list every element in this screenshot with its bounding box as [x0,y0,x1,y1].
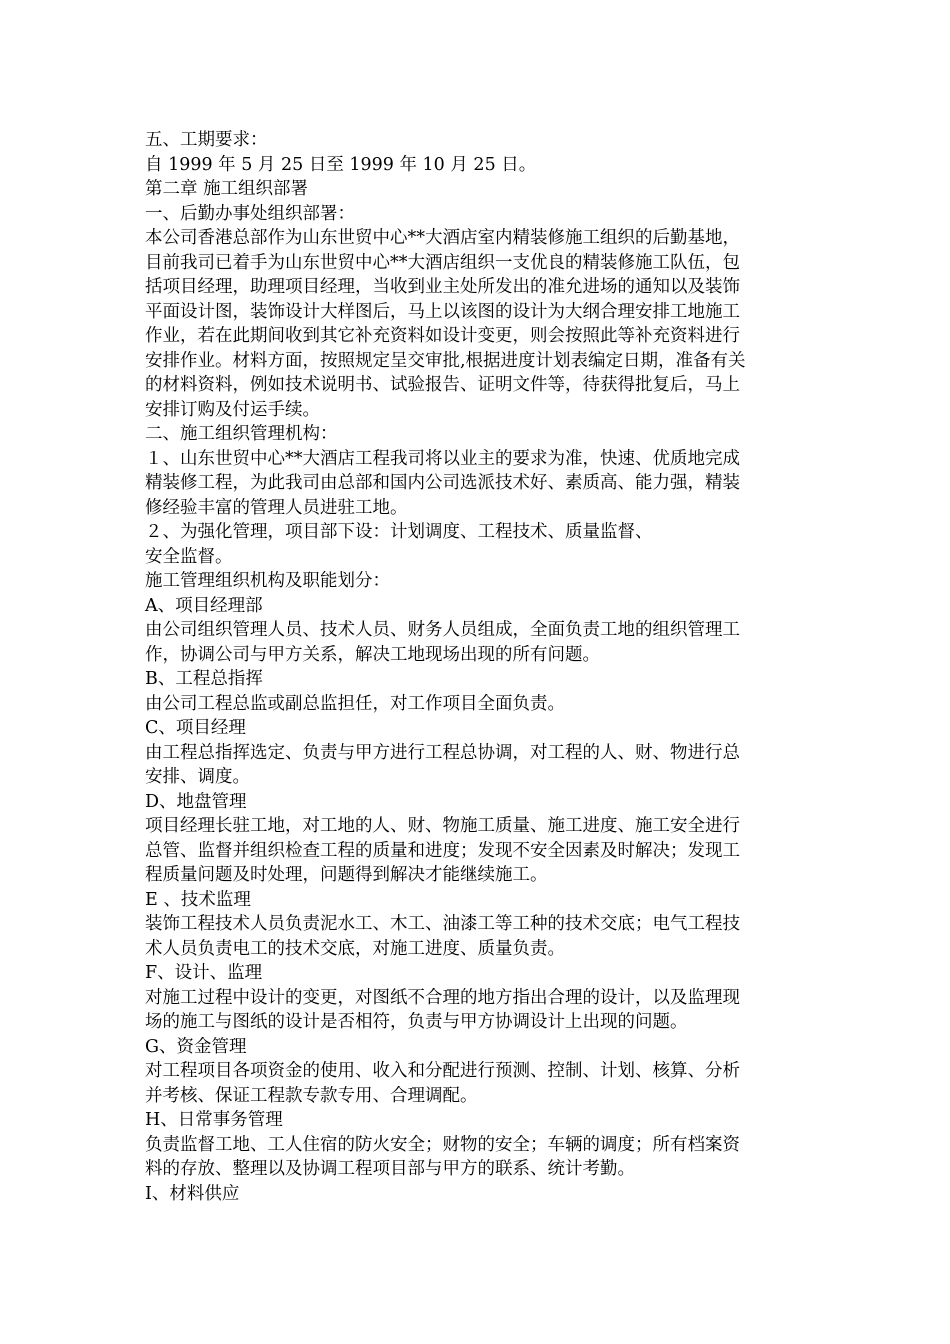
text-line: 安全监督。 [145,546,233,567]
text-line: 由工程总指挥选定、负责与甲方进行工程总协调，对工程的人、财、物进行总 [145,742,740,763]
item-heading: E 、技术监理 [145,889,251,910]
section-heading: 二、施工组织管理机构： [145,424,338,444]
text-line: 平面设计图，装饰设计大样图后，马上以该图的设计为大纲合理安排工地施工 [145,301,740,322]
item-heading: G、资金管理 [145,1036,247,1057]
item-heading: H、日常事务管理 [145,1110,283,1130]
document-page [145,128,815,1206]
text-line: 安排作业。材料方面，按照规定呈交审批,根据进度计划表编定日期，准备有关 [145,350,746,371]
item-heading: F、设计、监理 [145,963,263,983]
text-line: 对施工过程中设计的变更，对图纸不合理的地方指出合理的设计，以及监理现 [145,987,740,1008]
section-heading: 五、工期要求： [145,130,268,150]
text-line: ２、为强化管理，项目部下设：计划调度、工程技术、质量监督、 [145,522,653,542]
text-line: 修经验丰富的管理人员进驻工地。 [145,497,408,518]
text-line: 作，协调公司与甲方关系，解决工地现场出现的所有问题。 [145,644,600,665]
text-line: 本公司香港总部作为山东世贸中心**大酒店室内精装修施工组织的后勤基地， [145,228,740,248]
text-line: 并考核、保证工程款专款专用、合理调配。 [145,1085,478,1106]
text-line: 目前我司已着手为山东世贸中心**大酒店组织一支优良的精装修施工队伍，包 [145,252,740,273]
item-heading: B、工程总指挥 [145,669,263,689]
text-line: 安排、调度。 [145,767,250,787]
item-heading: C、项目经理 [145,718,246,738]
item-heading: A、项目经理部 [145,595,263,616]
item-heading: D、地盘管理 [145,791,247,812]
text-line: 场的施工与图纸的设计是否相符，负责与甲方协调设计上出现的问题。 [145,1012,688,1032]
text-line: 负责监督工地、工人住宿的防火安全；财物的安全；车辆的调度；所有档案资 [145,1134,740,1155]
text-line: 由公司组织管理人员、技术人员、财务人员组成，全面负责工地的组织管理工 [145,620,740,640]
section-heading: 一、后勤办事处组织部署： [145,203,355,224]
item-heading: I、材料供应 [145,1183,240,1204]
text-line: 自 1999 年 5 月 25 日至 1999 年 10 月 25 日。 [145,154,537,175]
text-line: 精装修工程，为此我司由总部和国内公司选派技术好、素质高、能力强，精装 [145,473,740,493]
text-line: 安排订购及付运手续。 [145,399,320,420]
text-line: 由公司工程总监或副总监担任，对工作项目全面负责。 [145,693,565,714]
text-line: 作业，若在此期间收到其它补充资料如设计变更，则会按照此等补充资料进行 [145,326,740,346]
text-line: 的材料资料，例如技术说明书、试验报告、证明文件等，待获得批复后，马上 [145,375,740,395]
text-line: １、山东世贸中心**大酒店工程我司将以业主的要求为准，快速、优质地完成 [145,448,740,469]
text-line: 总管、监督并组织检查工程的质量和进度；发现不安全因素及时解决；发现工 [145,840,740,861]
text-line: 术人员负责电工的技术交底，对施工进度、质量负责。 [145,938,565,959]
text-line: 项目经理长驻工地，对工地的人、财、物施工质量、施工进度、施工安全进行 [145,816,740,836]
text-line: 括项目经理，助理项目经理，当收到业主处所发出的准允进场的通知以及装饰 [145,277,740,297]
text-line: 装饰工程技术人员负责泥水工、木工、油漆工等工种的技术交底；电气工程技 [145,914,740,934]
text-line: 对工程项目各项资金的使用、收入和分配进行预测、控制、计划、核算、分析 [145,1061,740,1081]
text-line: 程质量问题及时处理，问题得到解决才能继续施工。 [145,865,548,885]
text-line: 料的存放、整理以及协调工程项目部与甲方的联系、统计考勤。 [145,1159,635,1179]
chapter-heading: 第二章 施工组织部署 [145,179,309,199]
text-line: 施工管理组织机构及职能划分： [145,571,390,591]
